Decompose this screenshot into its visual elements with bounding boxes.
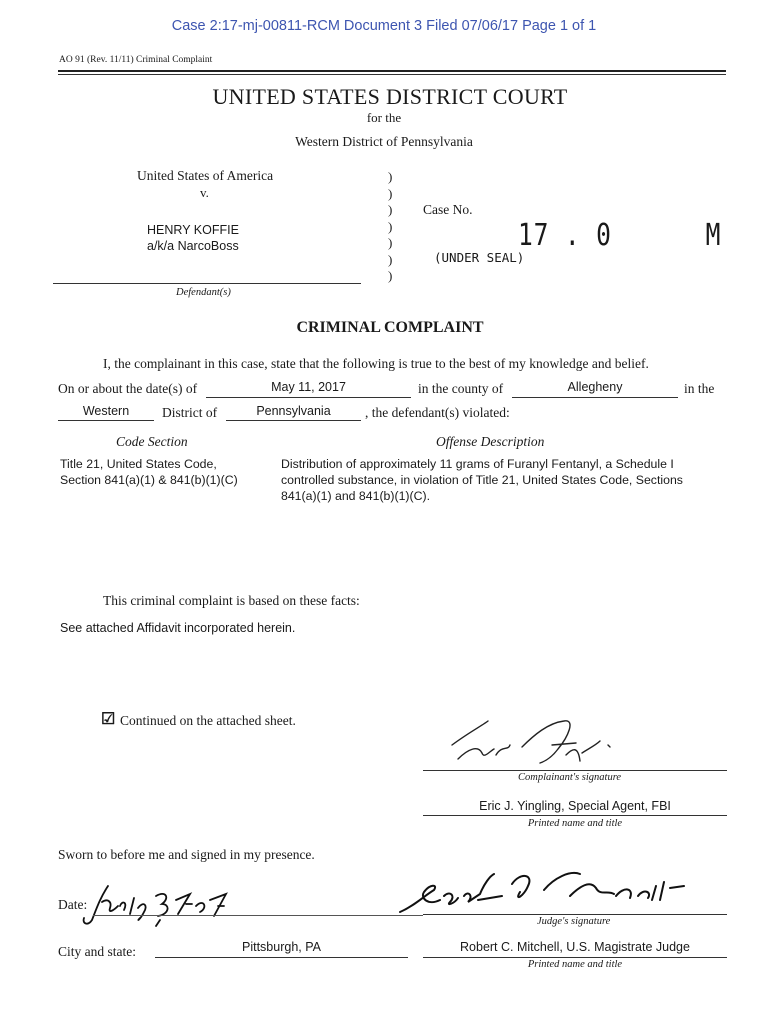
continued-label: Continued on the attached sheet. <box>120 713 296 728</box>
court-name: UNITED STATES DISTRICT COURT <box>212 84 568 109</box>
sworn-statement: Sworn to before me and signed in my presence. <box>58 847 315 862</box>
city-state-rule <box>155 957 408 958</box>
complainant-signature-rule <box>423 770 727 771</box>
date-label: Date: <box>58 897 88 912</box>
county-name: Allegheny <box>567 380 623 394</box>
on-or-about-label: On or about the date(s) of <box>58 381 198 396</box>
state-rule <box>226 420 361 421</box>
defendant-label: Defendant(s) <box>176 287 231 298</box>
facts-intro: This criminal complaint is based on these facts: <box>103 593 360 608</box>
judge-name: Robert C. Mitchell, U.S. Magistrate Judge <box>460 940 690 954</box>
complaint-title: CRIMINAL COMPLAINT <box>296 319 484 336</box>
complainant-printed-label: Printed name and title <box>527 818 623 829</box>
header-rule <box>58 70 726 72</box>
district-rule <box>58 420 154 421</box>
defendant-alias: a/k/a NarcoBoss <box>147 239 239 253</box>
versus-label: v. <box>200 185 209 200</box>
court-district: Western District of Pennsylvania <box>295 134 473 149</box>
date-rule-line <box>93 915 423 916</box>
complainant-name: Eric J. Yingling, Special Agent, FBI <box>479 799 671 813</box>
district-name: Western <box>82 404 130 418</box>
code-section-line1: Title 21, United States Code, <box>60 457 217 471</box>
offense-description-line1: Distribution of approximately 11 grams of Furanyl Fentanyl, a Schedule I <box>281 457 674 471</box>
judge-signature-label: Judge's signature <box>537 916 611 927</box>
case-no-label: Case No. <box>423 202 473 217</box>
code-section-header: Code Section <box>116 434 188 449</box>
offense-date: May 11, 2017 <box>271 380 346 394</box>
facts-text: See attached Affidavit incorporated herein. <box>60 621 296 635</box>
under-seal-label: (UNDER SEAL) <box>434 250 525 265</box>
judge-signature-rule <box>423 914 727 915</box>
judge-printed-label: Printed name and title <box>527 959 623 970</box>
date-rule <box>206 397 411 398</box>
in-county-label: in the county of <box>418 381 504 396</box>
complainant-signature-label: Complainant's signature <box>518 772 622 783</box>
district-of-label: District of <box>162 405 218 420</box>
defendant-rule <box>53 283 361 284</box>
complainant-name-rule <box>423 815 727 816</box>
code-section-line2: Section 841(a)(1) & 841(b)(1)(C) <box>60 473 238 487</box>
complainant-statement: I, the complainant in this case, state that the following is true to the best of my knowledge and belief. <box>103 356 649 371</box>
judge-name-rule <box>423 957 727 958</box>
for-the-label: for the <box>366 110 402 125</box>
plaintiff-name: United States of America <box>137 168 274 183</box>
city-state-label: City and state: <box>58 944 136 959</box>
header-rule-thin <box>58 74 726 75</box>
offense-description-line2: controlled substance, in violation of Title 21, United States Code, Sections <box>281 473 683 487</box>
county-rule <box>512 397 678 398</box>
state-name: Pennsylvania <box>256 404 331 418</box>
violated-label: , the defendant(s) violated: <box>365 405 510 420</box>
form-id: AO 91 (Rev. 11/11) Criminal Complaint <box>59 55 213 65</box>
case-header-line: Case 2:17-mj-00811-RCM Document 3 Filed 07/06/17 Page 1 of 1 <box>171 18 597 34</box>
defendant-name: HENRY KOFFIE <box>147 223 239 237</box>
offense-description-line3: 841(a)(1) and 841(b)(1)(C). <box>281 489 430 503</box>
complainant-signature-icon <box>448 715 628 775</box>
city-state-value: Pittsburgh, PA <box>242 940 321 954</box>
continued-checkbox[interactable]: ☑ <box>101 711 116 728</box>
offense-description-header: Offense Description <box>436 434 545 449</box>
handwritten-date-icon <box>78 880 248 930</box>
caption-parentheses: ) ) ) ) ) ) ) <box>388 169 393 283</box>
in-the-label: in the <box>684 381 715 396</box>
case-number-stamp: 17 . 0 M <box>518 218 722 253</box>
